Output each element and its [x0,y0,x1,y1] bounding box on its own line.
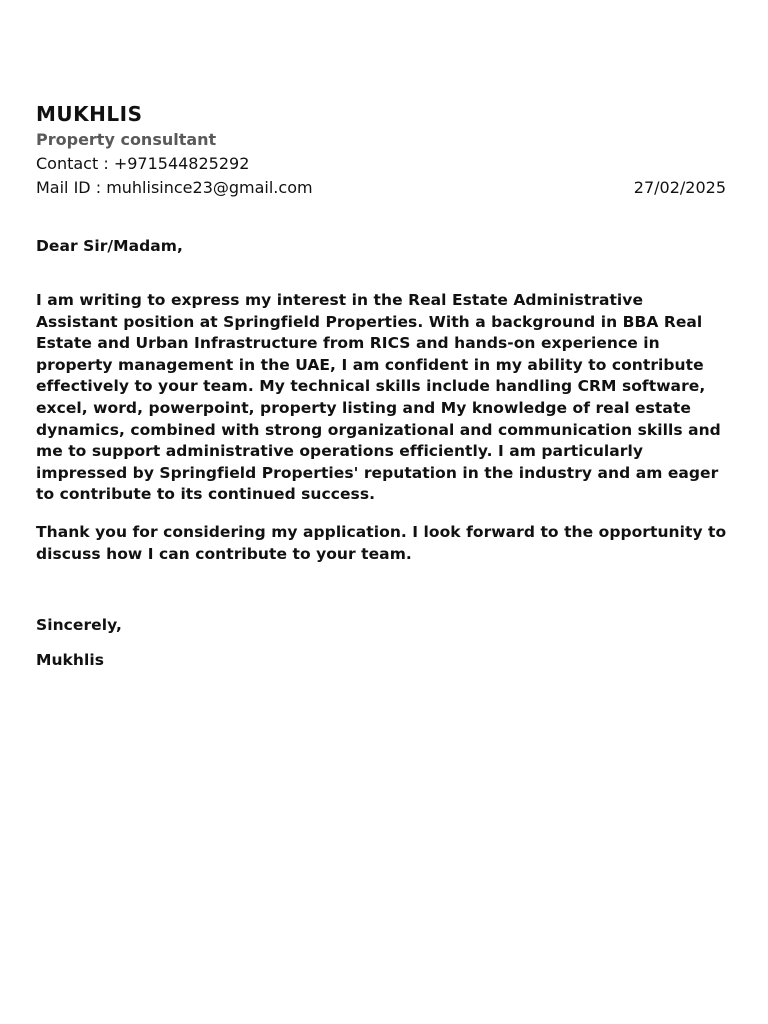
body-paragraph-1: I am writing to express my interest in the Real Estate Administrative Assistant position at Springfield Properties. With a background in BBA Real Estate and Urban Infrastructure from RICS and hands-on experience in property management in the UAE, I am confident in my ability to contribute effectively to your team. My technical skills include handling CRM software, excel, word, powerpoint, property listing and My knowledge of real estate dynamics, combined with strong organizational and communication skills and me to support administrative operations efficiently. I am particularly impressed by Springfield Properties' reputation in the industry and am eager to contribute to its continued success. [36,291,721,504]
body-paragraph-2: Thank you for considering my application. I look forward to the opportunity to discuss how I can contribute to your team. [36,523,727,563]
sender-contact: Contact : +971544825292 [36,154,250,173]
mail-date-row [36,176,726,200]
letter-date: 27/02/2025 [633,178,726,197]
sender-title: Property consultant [36,130,217,149]
sender-name: MUKHLIS [36,102,143,126]
sender-mail: Mail ID : muhlisince23@gmail.com [36,178,313,197]
closing: Sincerely, [36,616,122,634]
salutation: Dear Sir/Madam, [36,237,183,255]
signature: Mukhlis [36,651,105,669]
letter-header [36,100,726,200]
